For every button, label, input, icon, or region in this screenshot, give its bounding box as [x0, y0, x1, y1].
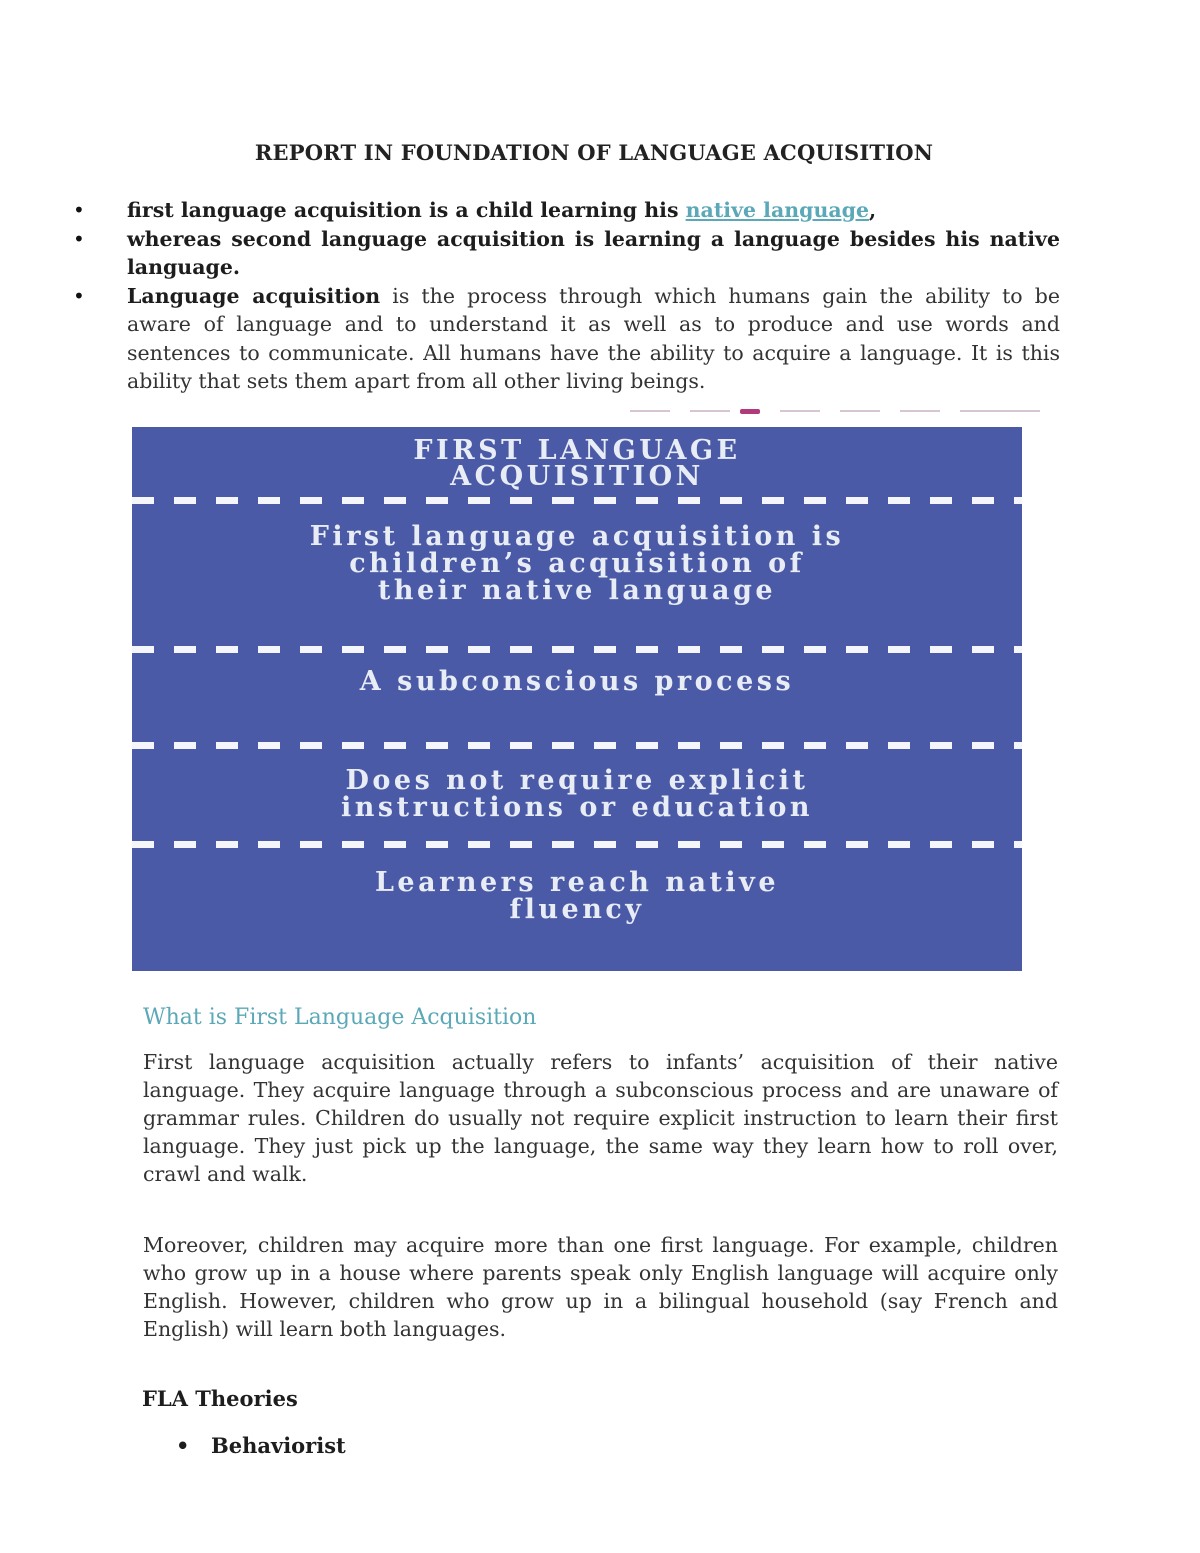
infographic-item2: A subconscious process: [359, 666, 795, 697]
bullet-1-text: first language acquisition is a child learning his: [127, 198, 686, 222]
dashed-divider: [132, 646, 1022, 653]
paragraph-1: First language acquisition actually refers to infants’ acquisition of their native language. They acquire language through a subconscious process and are unaware of grammar rules. Children do usually not require explicit instruction to learn their first language. They just pick up the language, the same way they learn how to roll over, crawl and walk.: [143, 1050, 1058, 1186]
theories-list: [0, 1432, 346, 1460]
theories-heading: FLA Theories: [142, 1386, 298, 1411]
fla-infographic: [132, 427, 1022, 971]
dashed-divider: [132, 841, 1022, 848]
infographic-item4-line1: Learners reach native: [374, 867, 780, 898]
intro-bullet-list: [0, 196, 1060, 396]
infographic-heading-line2: ACQUISITION: [450, 461, 704, 492]
section-heading: What is First Language Acquisition: [143, 1005, 537, 1030]
infographic-item1-line3: their native language: [377, 575, 777, 606]
infographic-item1-line1: First language acquisition is: [309, 521, 845, 552]
native-language-link[interactable]: native language: [685, 198, 870, 222]
bullet-3-bold: Language acquisition: [127, 283, 381, 308]
theory-item: • Behaviorist: [0, 1432, 346, 1460]
infographic-item4-line2: fluency: [509, 894, 645, 925]
bullet-2-text: whereas second language acquisition is learning a language besides his native language.: [127, 226, 1060, 279]
bullet-3-text: is the process through which humans gain the ability to be aware of language and to understand it as well as to produce and use words and sentences to communicate. All humans have the ability to acquire a language. It is this ability that sets them apart from all other living beings.: [127, 283, 1061, 393]
infographic-heading-line1: FIRST LANGUAGE: [413, 435, 741, 466]
image-top-edge-decoration: [630, 407, 1040, 415]
infographic-item3-line1: Does not require explicit: [345, 765, 809, 796]
bullet-item: [0, 225, 1060, 282]
dashed-divider: [132, 742, 1022, 749]
infographic-item1-line2: children’s acquisition of: [349, 548, 805, 579]
dashed-divider: [132, 497, 1022, 504]
document-title: REPORT IN FOUNDATION OF LANGUAGE ACQUISITION: [254, 140, 934, 165]
bullet-1-tail: ,: [869, 198, 877, 222]
paragraph-2: Moreover, children may acquire more than one first language. For example, children who grow up in a house where parents speak only English language will acquire only English. However, children who grow up in a bilingual household (say French and English) will learn both languages.: [143, 1233, 1058, 1341]
bullet-item: [0, 196, 1060, 225]
infographic-item3-line2: instructions or education: [341, 792, 813, 823]
bullet-item: [0, 282, 1060, 396]
